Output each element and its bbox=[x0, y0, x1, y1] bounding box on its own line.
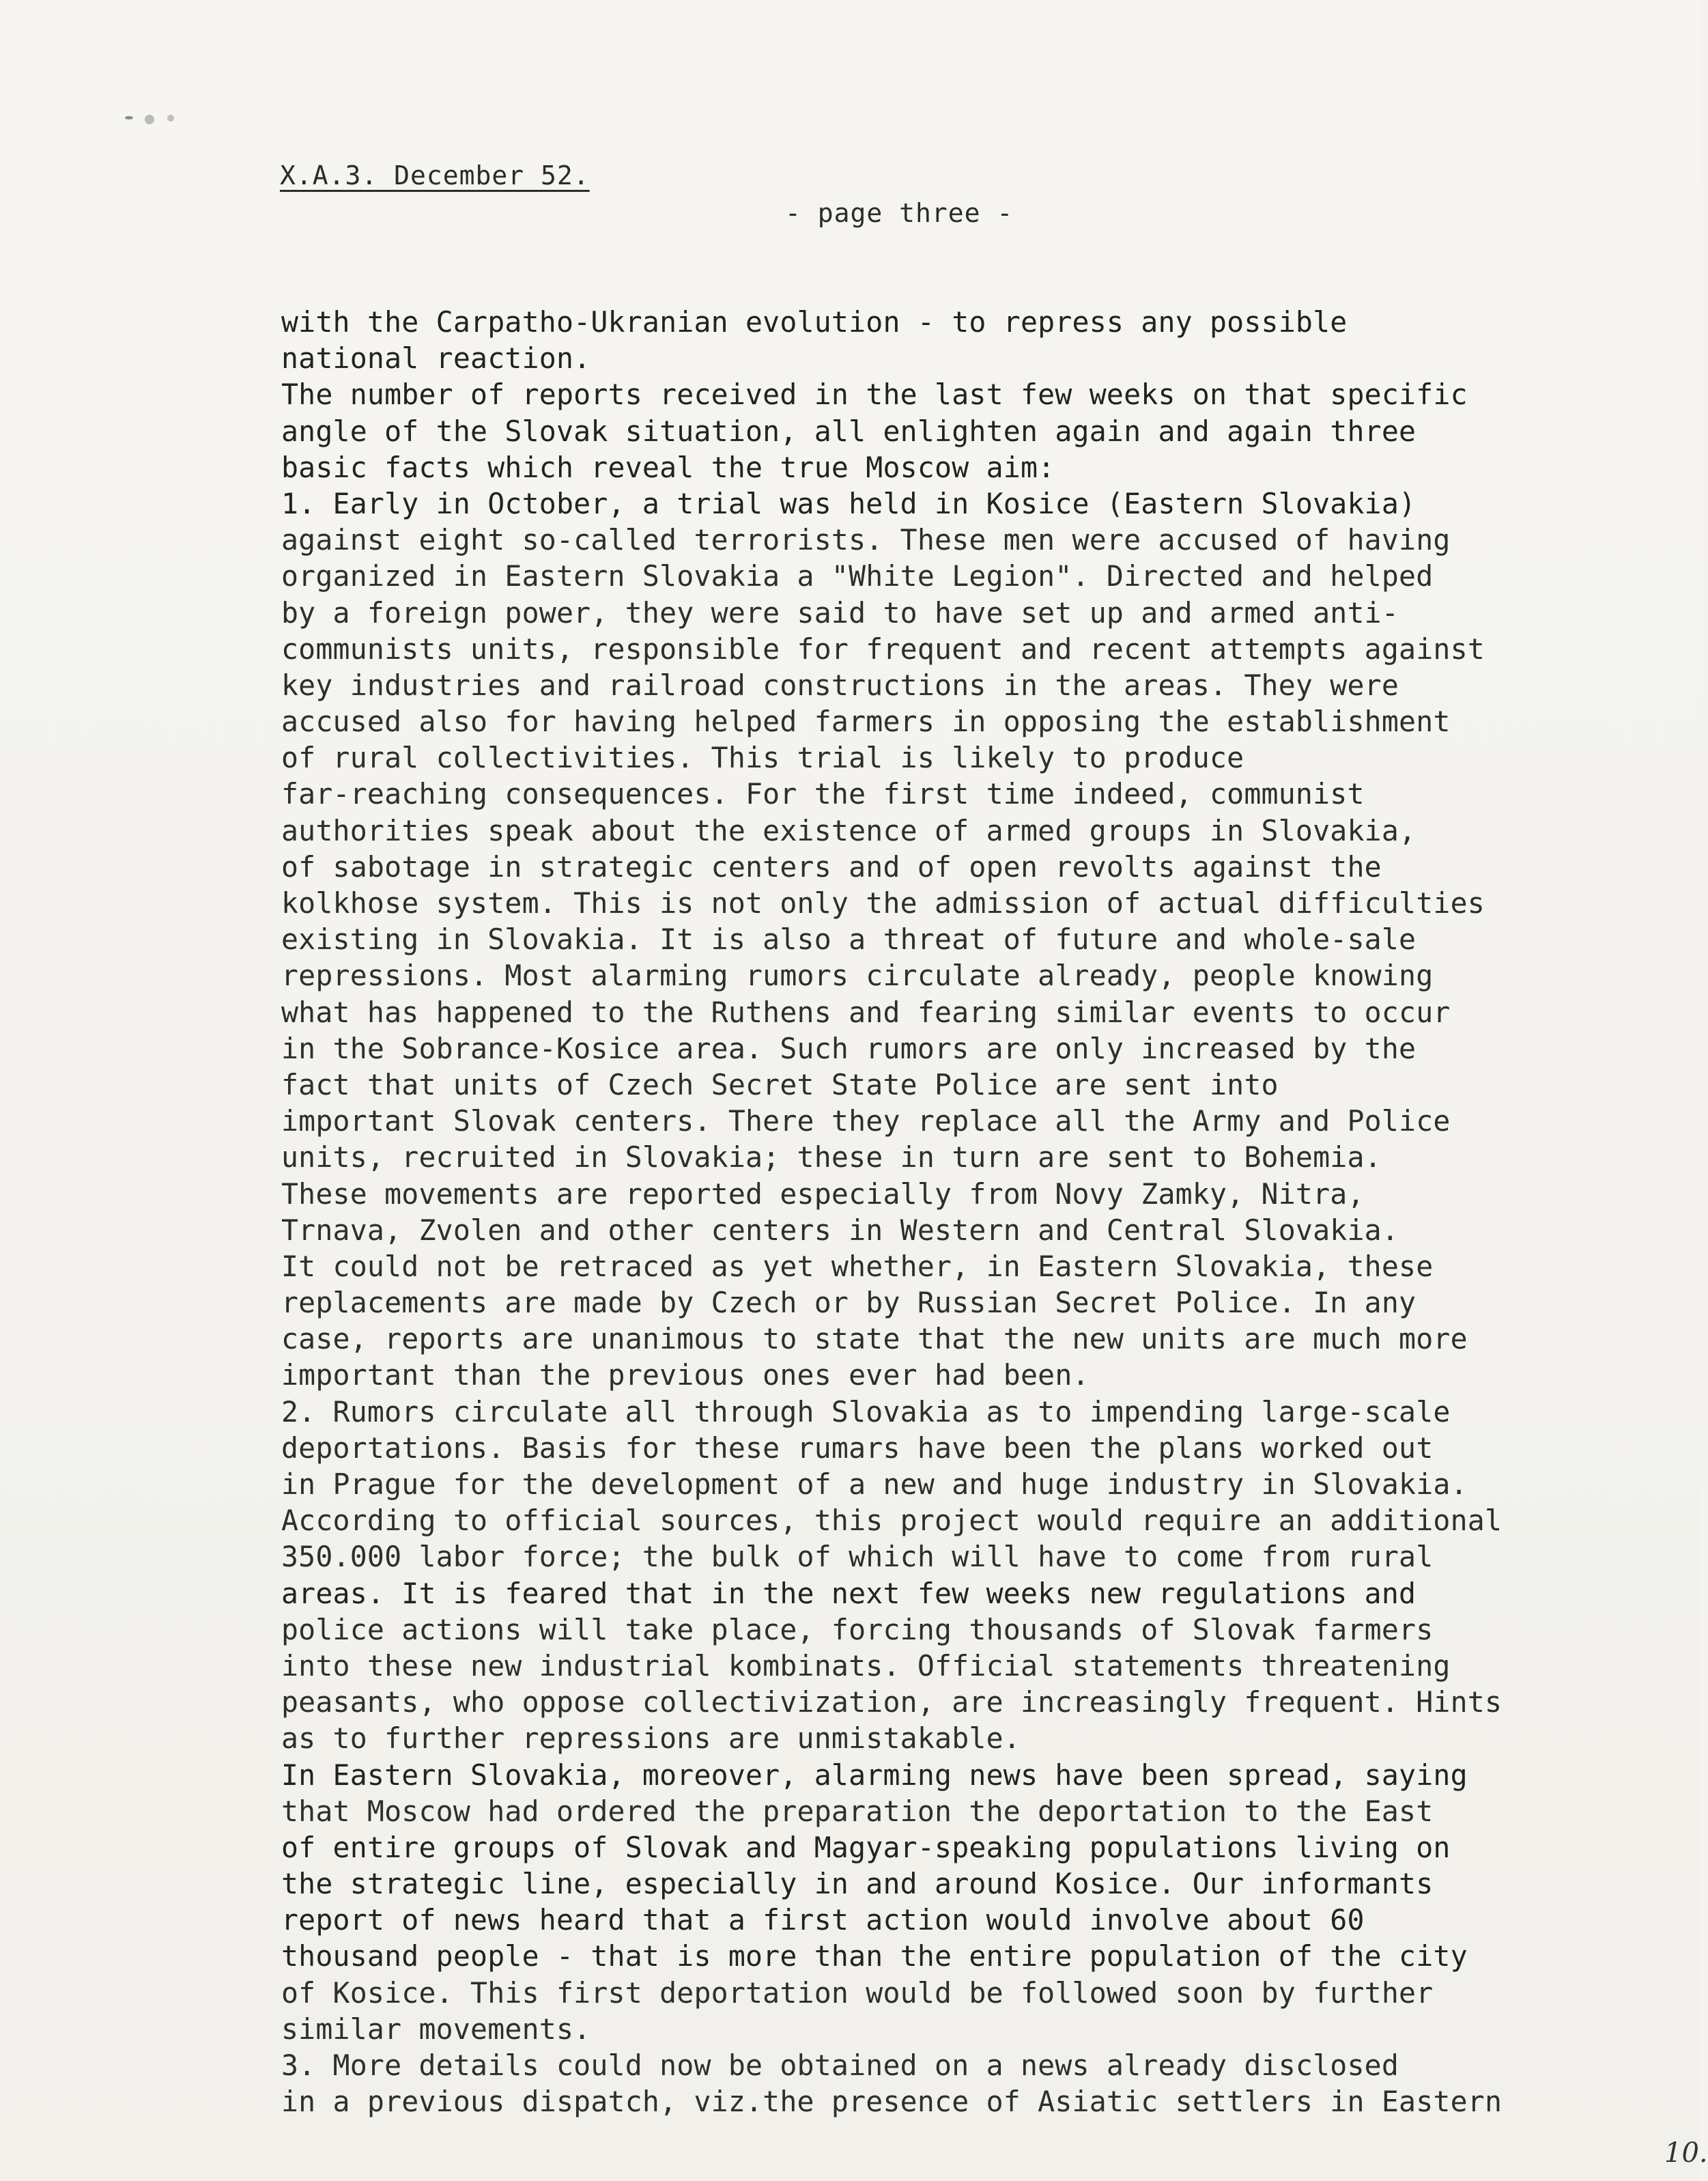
text-line: fact that units of Czech Secret State Police are sent into bbox=[281, 1067, 1279, 1101]
text-line: by a foreign power, they were said to have set up and armed anti- bbox=[281, 595, 1399, 630]
text-line: existing in Slovakia. It is also a threat of future and whole-sale bbox=[281, 923, 1417, 957]
text-line: According to official sources, this project would require an additional bbox=[281, 1504, 1503, 1538]
text-line: important than the previous ones ever had been. bbox=[281, 1358, 1090, 1392]
text-line: 1. Early in October, a trial was held in Kosice (Eastern Slovakia) bbox=[281, 486, 1417, 520]
text-line: report of news heard that a first action would involve about 60 bbox=[281, 1903, 1365, 1937]
text-line: of sabotage in strategic centers and of open revolts against the bbox=[281, 849, 1382, 884]
text-line: of entire groups of Slovak and Magyar-speaking populations living on bbox=[281, 1830, 1451, 1864]
text-line: 350.000 labor force; the bulk of which will have to come from rural bbox=[281, 1540, 1434, 1574]
text-line: police actions will take place, forcing thousands of Slovak farmers bbox=[281, 1612, 1434, 1646]
ink-speck bbox=[167, 115, 174, 122]
text-line: case, reports are unanimous to state that the new units are much more bbox=[281, 1322, 1468, 1356]
text-line: important Slovak centers. There they replace all the Army and Police bbox=[281, 1104, 1451, 1138]
handwritten-page-number: 10. bbox=[1664, 2137, 1708, 2169]
text-line: far-reaching consequences. For the first time indeed, communist bbox=[281, 777, 1365, 811]
ink-speck bbox=[145, 115, 154, 124]
text-line: the strategic line, especially in and around Kosice. Our informants bbox=[281, 1867, 1434, 1901]
text-line: These movements are reported especially from Novy Zamky, Nitra, bbox=[281, 1177, 1365, 1211]
text-line: Trnava, Zvolen and other centers in Western and Central Slovakia. bbox=[281, 1213, 1399, 1247]
text-line: national reaction. bbox=[281, 341, 591, 376]
text-line: authorities speak about the existence of armed groups in Slovakia, bbox=[281, 813, 1417, 847]
text-line: kolkhose system. This is not only the admission of actual difficulties bbox=[281, 886, 1485, 920]
text-line: of rural collectivities. This trial is likely to produce bbox=[281, 741, 1244, 775]
body-text bbox=[281, 304, 1694, 2120]
text-line: deportations. Basis for these rumars have been the plans worked out bbox=[281, 1431, 1434, 1465]
text-line: In Eastern Slovakia, moreover, alarming news have been spread, saying bbox=[281, 1758, 1468, 1792]
text-line: organized in Eastern Slovakia a "White Legion". Directed and helped bbox=[281, 559, 1434, 593]
text-line: against eight so-called terrorists. These men were accused of having bbox=[281, 523, 1451, 557]
text-line: thousand people - that is more than the entire population of the city bbox=[281, 1939, 1468, 1973]
text-line: It could not be retraced as yet whether, in Eastern Slovakia, these bbox=[281, 1249, 1434, 1283]
document-reference: X.A.3. December 52. bbox=[280, 160, 590, 191]
text-line: repressions. Most alarming rumors circulate already, people knowing bbox=[281, 959, 1434, 993]
text-line: in Prague for the development of a new and huge industry in Slovakia. bbox=[281, 1467, 1468, 1501]
text-line: 2. Rumors circulate all through Slovakia as to impending large-scale bbox=[281, 1394, 1451, 1429]
text-line: 3. More details could now be obtained on a news already disclosed bbox=[281, 2049, 1399, 2082]
text-line: units, recruited in Slovakia; these in turn are sent to Bohemia. bbox=[281, 1140, 1382, 1174]
text-line: replacements are made by Czech or by Russian Secret Police. In any bbox=[281, 1286, 1417, 1320]
text-line: as to further repressions are unmistakable. bbox=[281, 1721, 1021, 1756]
ink-speck bbox=[125, 116, 133, 119]
text-line: peasants, who oppose collectivization, are increasingly frequent. Hints bbox=[281, 1685, 1503, 1719]
text-line: The number of reports received in the last few weeks on that specific bbox=[281, 378, 1468, 412]
page-label: - page three - bbox=[785, 198, 1014, 228]
text-line: similar movements. bbox=[281, 2012, 591, 2046]
text-line: key industries and railroad constructions in the areas. They were bbox=[281, 668, 1399, 702]
text-line: in the Sobrance-Kosice area. Such rumors are only increased by the bbox=[281, 1031, 1417, 1065]
text-line: communists units, responsible for frequent and recent attempts against bbox=[281, 632, 1485, 666]
text-line: what has happened to the Ruthens and fearing similar events to occur bbox=[281, 995, 1451, 1029]
text-line: into these new industrial kombinats. Official statements threatening bbox=[281, 1648, 1451, 1683]
text-line: in a previous dispatch, viz.the presence of Asiatic settlers in Eastern bbox=[281, 2085, 1503, 2119]
text-line: areas. It is feared that in the next few weeks new regulations and bbox=[281, 1576, 1417, 1610]
text-line: of Kosice. This first deportation would be followed soon by further bbox=[281, 1975, 1434, 2010]
text-line: angle of the Slovak situation, all enlighten again and again three bbox=[281, 414, 1417, 448]
text-line: with the Carpatho-Ukranian evolution - to repress any possible bbox=[281, 305, 1348, 339]
text-line: that Moscow had ordered the preparation the deportation to the East bbox=[281, 1794, 1434, 1828]
text-line: accused also for having helped farmers in opposing the establishment bbox=[281, 705, 1451, 739]
text-line: basic facts which reveal the true Moscow aim: bbox=[281, 450, 1055, 484]
